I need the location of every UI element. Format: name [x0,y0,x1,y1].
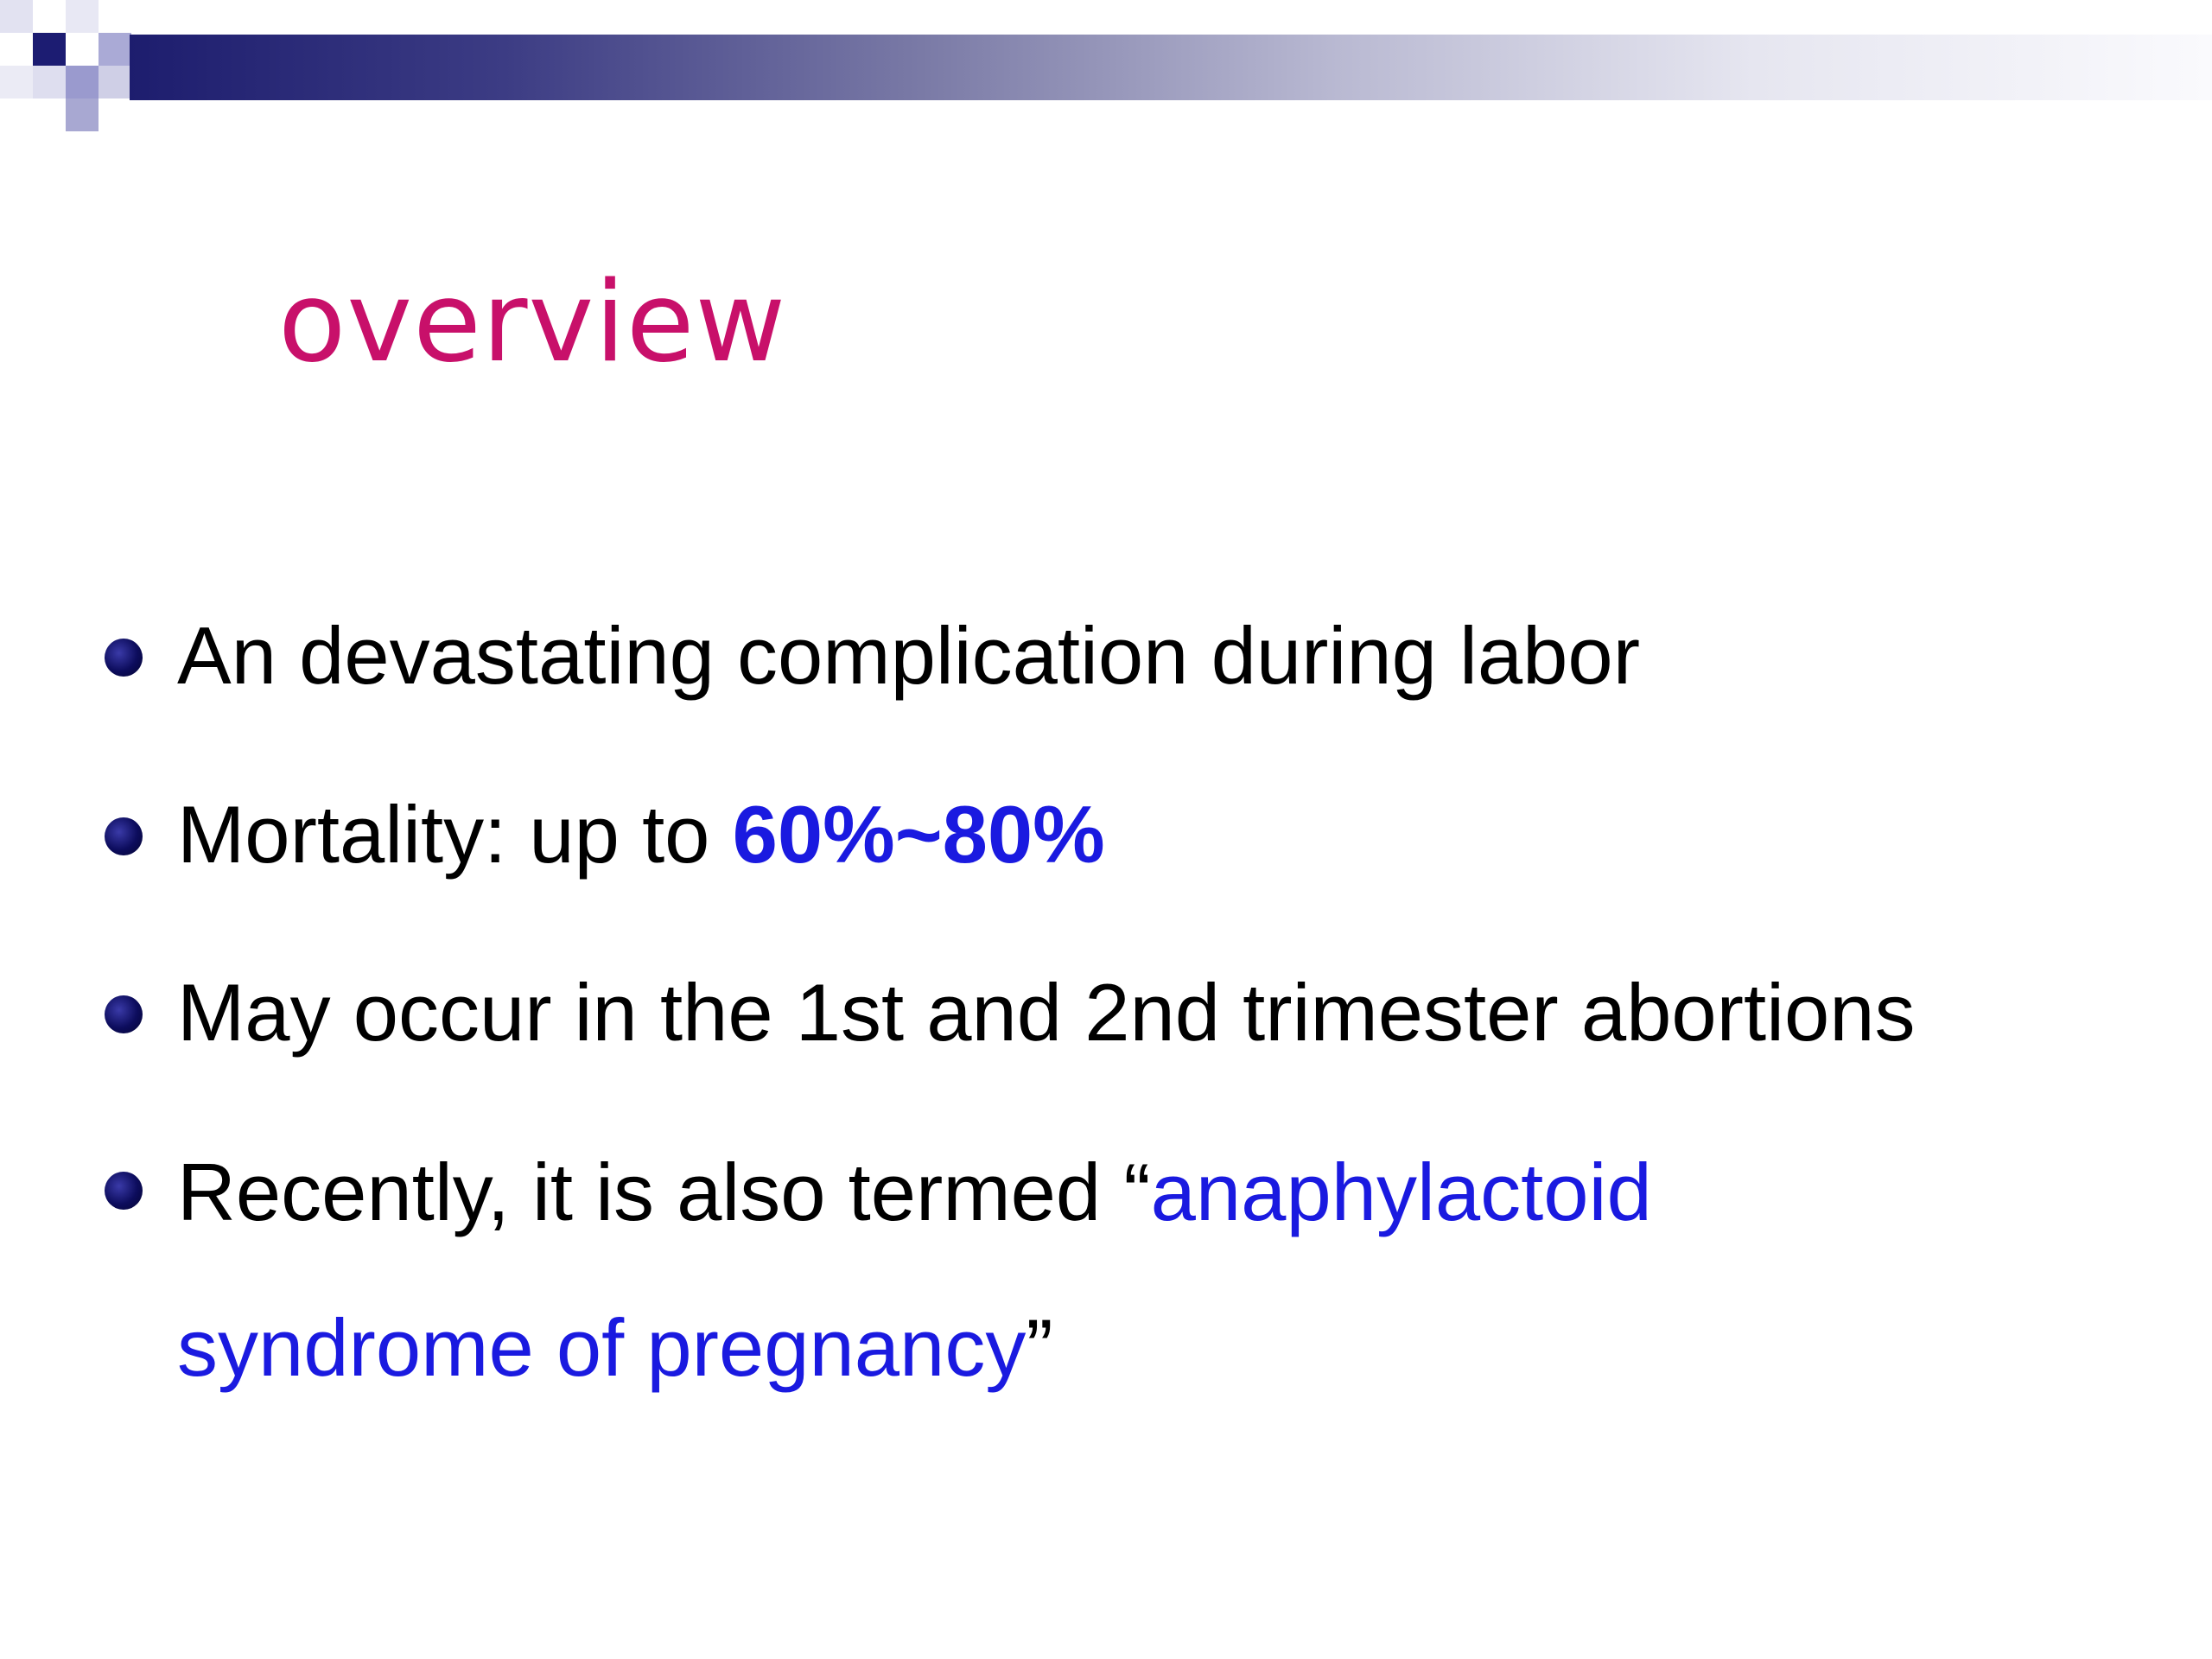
term-highlight-line2: syndrome of pregnancy [177,1302,1027,1393]
decor-square [33,66,66,99]
bullet-item [177,1115,2121,1426]
bullet-item [177,609,2121,702]
bullet-icon [105,1172,143,1210]
header-gradient-bar [130,35,2212,100]
term-highlight-line1: anaphylactoid [1150,1147,1652,1237]
slide-title: overview [278,258,787,387]
bullet-icon [105,995,143,1033]
bullet-text: May occur in the 1st and 2nd trimester abortions [177,967,1916,1058]
bullet-text: Mortality: up to [177,789,733,880]
bullet-item [177,966,2121,1059]
decor-square [99,66,131,99]
decor-square [66,99,99,131]
decor-square [99,33,131,66]
closing-quote: ” [1026,1302,1053,1393]
decor-square [0,66,33,99]
bullet-text: An devastating complication during labor [177,610,1641,701]
bullet-item [177,788,2121,881]
bullet-text: Recently, it is also termed “ [177,1147,1151,1237]
decor-square [66,66,99,99]
bullet-icon [105,817,143,855]
decor-square [33,33,66,66]
mortality-rate-highlight: 60%~80% [732,789,1105,880]
decor-square [0,0,33,33]
decor-square [66,0,99,33]
bullet-icon [105,639,143,677]
